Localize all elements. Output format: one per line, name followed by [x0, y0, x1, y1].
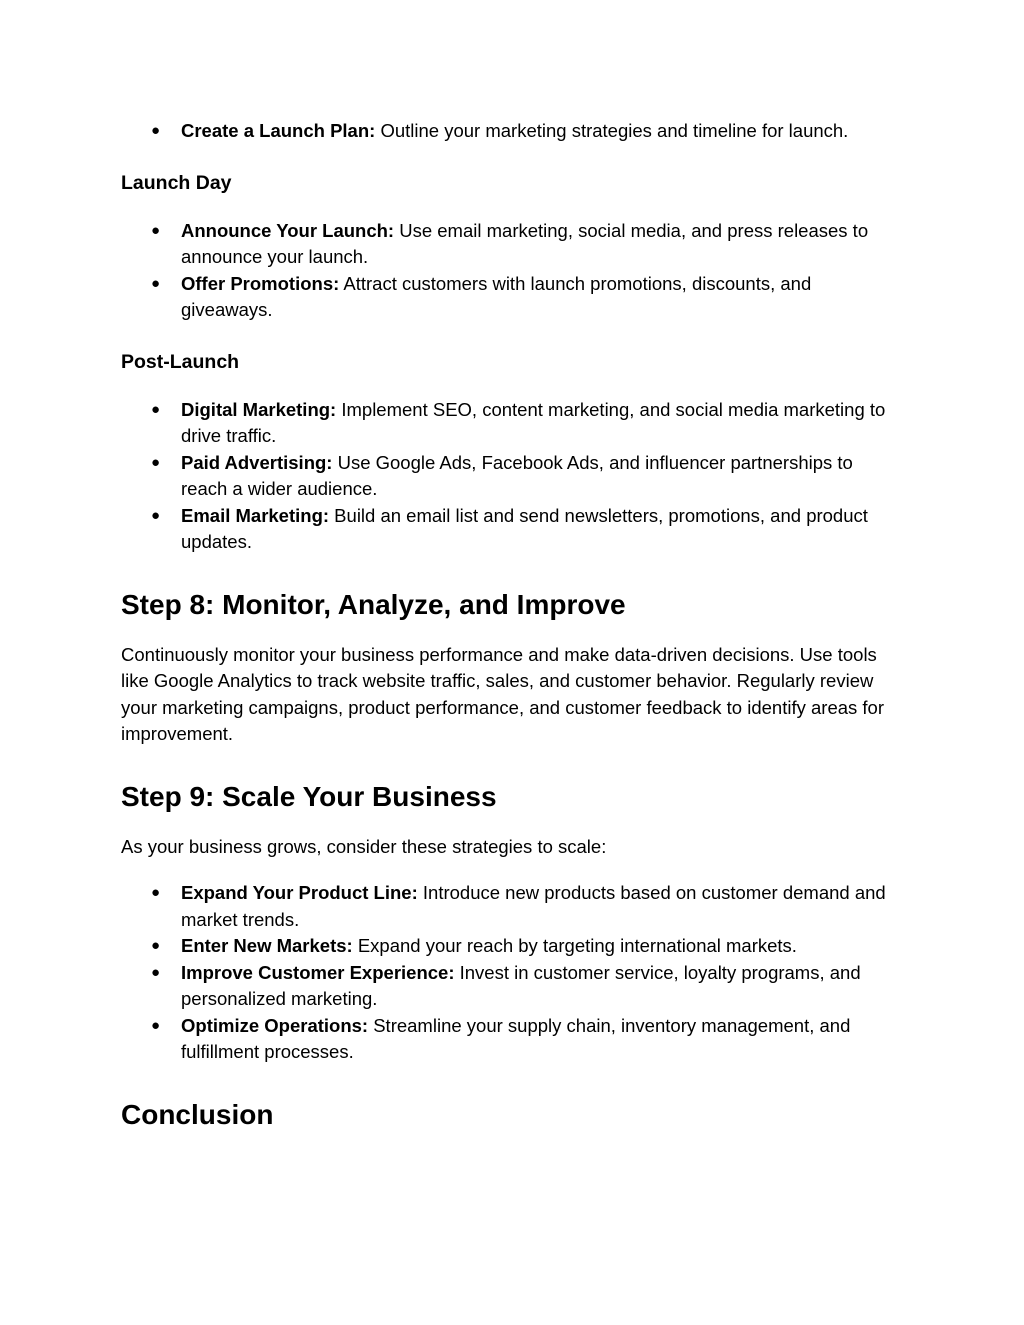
bullet-icon: ●: [151, 937, 161, 954]
list-item-lead: Announce Your Launch:: [181, 219, 395, 241]
bullet-icon: ●: [151, 1016, 161, 1034]
bullet-icon: ●: [151, 221, 161, 239]
list-item: [121, 933, 901, 960]
launch-plan-list: [121, 118, 901, 145]
list-item: [121, 503, 901, 556]
list-item-lead: Improve Customer Experience:: [181, 961, 455, 983]
list-item-text: Invest in customer service, loyalty programs, and personalized marketing.: [181, 961, 861, 1009]
section-heading-launch-day: Launch Day: [121, 171, 232, 194]
bullet-icon: ●: [151, 400, 161, 418]
step-9-intro: As your business grows, consider these strategies to scale:: [121, 835, 607, 857]
bullet-icon: ●: [151, 122, 161, 139]
list-item: [121, 880, 901, 933]
section-heading-conclusion: Conclusion: [121, 1098, 274, 1130]
post-launch-list: [121, 397, 901, 556]
bullet-icon: ●: [151, 274, 161, 292]
list-item: [121, 1013, 901, 1066]
list-item-lead: Email Marketing:: [181, 504, 330, 526]
bullet-icon: ●: [151, 506, 161, 524]
bullet-icon: ●: [151, 453, 161, 471]
list-item-lead: Paid Advertising:: [181, 451, 333, 473]
list-item-text: Implement SEO, content marketing, and social media marketing to drive traffic.: [181, 398, 886, 446]
list-item-lead: Digital Marketing:: [181, 398, 337, 420]
list-item-lead: Expand Your Product Line:: [181, 882, 418, 903]
list-item: [121, 960, 901, 1013]
list-item: [121, 118, 901, 145]
list-item: [121, 271, 901, 324]
list-item-lead: Optimize Operations:: [181, 1014, 369, 1036]
bullet-icon: ●: [151, 963, 161, 981]
list-item: [121, 397, 901, 450]
list-item-text: Introduce new products based on customer demand and market trends.: [181, 882, 886, 930]
scale-strategies-list: [121, 880, 901, 1066]
section-heading-step-8: Step 8: Monitor, Analyze, and Improve: [121, 588, 626, 620]
list-item-lead: Enter New Markets:: [181, 935, 353, 956]
list-item-text: Use Google Ads, Facebook Ads, and influencer partnerships to reach a wider audience.: [181, 451, 853, 499]
list-item-text: Outline your marketing strategies and timeline for launch.: [375, 120, 849, 141]
list-item: [121, 450, 901, 503]
list-item-lead: Create a Launch Plan:: [181, 120, 376, 141]
list-item-text: Attract customers with launch promotions, discounts, and giveaways.: [181, 272, 812, 320]
list-item-text: Build an email list and send newsletters, promotions, and product updates.: [181, 504, 868, 552]
section-heading-step-9: Step 9: Scale Your Business: [121, 780, 497, 812]
step-8-paragraph: Continuously monitor your business performance and make data-driven decisions. Use tools like Google Analytics to track website traffic, sales, and customer behavior. Regularly review your marketing campaigns, product performance, and customer feedback to identify areas for improvement.: [121, 643, 884, 744]
list-item: [121, 218, 901, 271]
document-page: [121, 118, 901, 1132]
section-heading-post-launch: Post-Launch: [121, 350, 240, 373]
launch-day-list: [121, 218, 901, 324]
list-item-text: Use email marketing, social media, and press releases to announce your launch.: [181, 219, 869, 267]
list-item-text: Streamline your supply chain, inventory management, and fulfillment processes.: [181, 1014, 851, 1062]
list-item-text: Expand your reach by targeting international markets.: [352, 935, 797, 956]
list-item-lead: Offer Promotions:: [181, 272, 340, 294]
bullet-icon: ●: [151, 884, 161, 901]
